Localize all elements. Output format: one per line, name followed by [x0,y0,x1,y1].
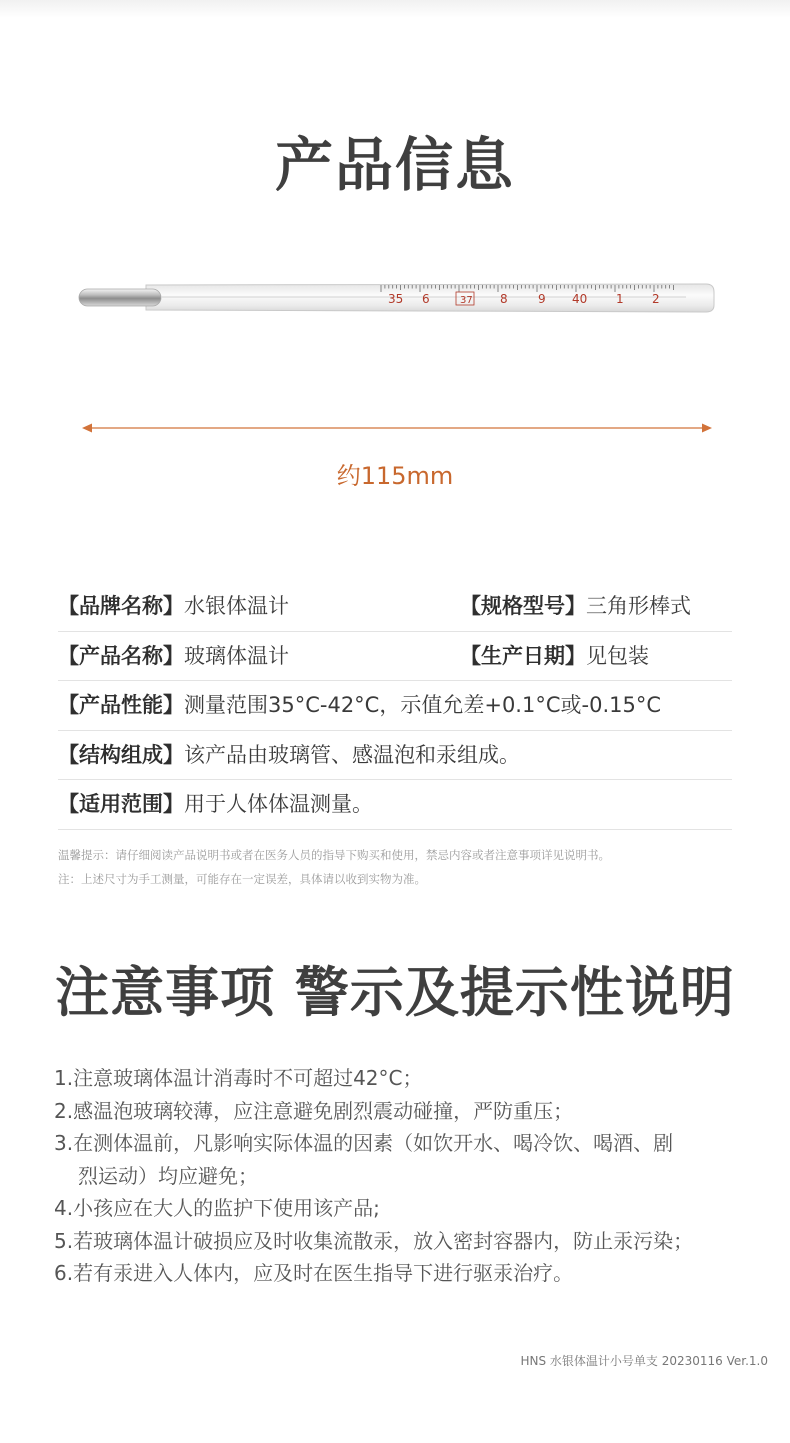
scope-value: 用于人体体温测量。 [184,792,373,816]
scale-label-38: 8 [500,292,508,306]
structure-value: 该产品由玻璃管、感温泡和汞组成。 [184,742,520,767]
scale-label-35: 35 [388,292,404,306]
precaution-item-2: 2.感温泡玻璃较薄，应注意避免剧烈震动碰撞，严防重压； [54,1098,574,1123]
length-dimension-line [82,420,712,436]
scale-label-36: 6 [422,292,430,306]
scale-label-40: 40 [572,292,588,306]
length-label: 约115mm [336,462,454,490]
scale-label-42: 2 [652,292,660,306]
date-value: 见包装 [586,643,649,668]
product-name-value: 玻璃体温计 [184,643,289,668]
precaution-item-3-continued: 烈运动）均应避免； [78,1163,258,1188]
precautions-title: 注意事项 警示及提示性说明 [55,961,735,1024]
performance-value: 测量范围35°C-42°C，示值允差+0.1°C或-0.15°C [184,693,662,717]
scale-label-39: 9 [538,292,546,306]
tip-text: 温馨提示：请仔细阅读产品说明书或者在医务人员的指导下购买和使用，禁忌内容或者注意事项详见说明书。 [58,848,610,862]
structure-key: 【结构组成】 [58,742,184,767]
spec-key: 【规格型号】 [460,594,586,618]
brand-value: 水银体温计 [184,594,289,618]
precaution-item-6: 6.若有汞进入人体内，应及时在医生指导下进行驱汞治疗。 [54,1261,574,1285]
top-shade [0,0,790,18]
notes-block [58,843,748,891]
spec-cell [460,582,691,630]
precautions-list [54,1062,754,1290]
info-row-scope [58,780,732,830]
scale-label-41: 1 [616,292,624,306]
precaution-item-3: 3.在测体温前，凡影响实际体温的因素（如饮开水、喝冷饮、喝酒、剧 [54,1131,674,1155]
info-row-product-date [58,632,732,682]
brand-key: 【品牌名称】 [58,594,184,618]
spec-value: 三角形棒式 [586,594,691,618]
arrow-right-icon [702,424,712,433]
date-key: 【生产日期】 [460,643,586,668]
info-row-structure [58,731,732,781]
product-name-key: 【产品名称】 [58,643,184,668]
info-row-performance [58,681,732,731]
precaution-item-4: 4.小孩应在大人的监护下使用该产品; [54,1196,380,1220]
thermometer-image [76,272,716,326]
precaution-item-1: 1.注意玻璃体温计消毒时不可超过42°C； [54,1066,423,1090]
measurement-note: 注：上述尺寸为手工测量，可能存在一定误差，具体请以收到实物为准。 [58,872,426,886]
precaution-item-5: 5.若玻璃体温计破损应及时收集流散汞，放入密封容器内，防止汞污染； [54,1228,694,1253]
footer-version: HNS 水银体温计小号单支 20230116 Ver.1.0 [520,1354,768,1368]
scale-label-37: 37 [460,295,473,306]
product-info-table [58,582,732,830]
date-cell [460,632,649,680]
info-row-brand-spec [58,582,732,632]
performance-key: 【产品性能】 [58,693,184,717]
arrow-left-icon [82,424,92,433]
product-info-title: 产品信息 [274,131,515,199]
scope-key: 【适用范围】 [58,792,184,816]
